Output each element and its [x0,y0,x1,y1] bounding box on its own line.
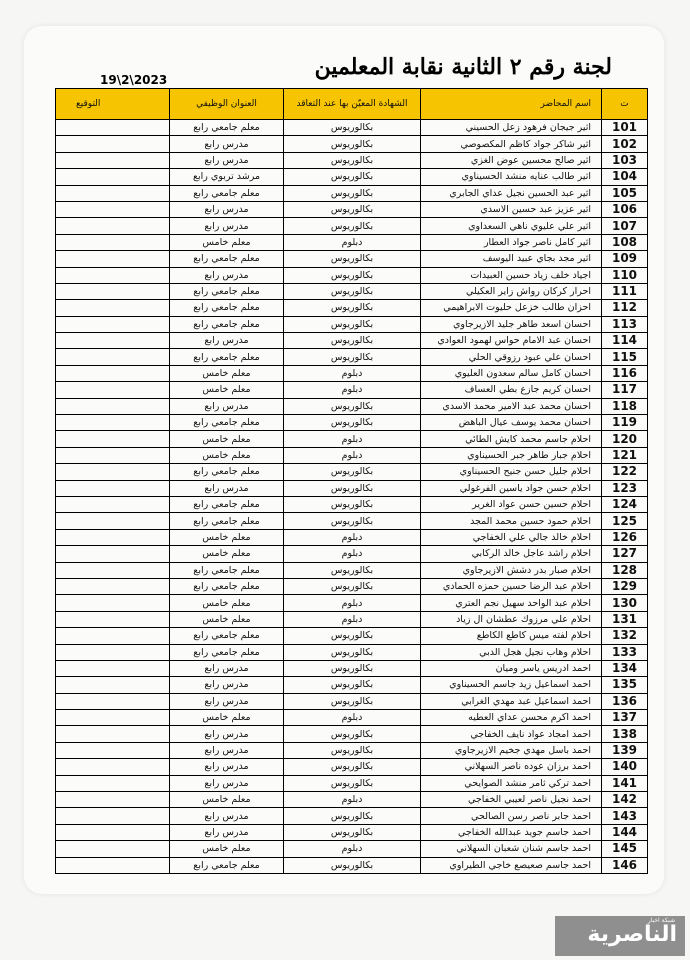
cell-name: احسان محمد عبد الامير محمد الاسدي [421,398,602,414]
table-row [56,595,648,611]
cell-job-title: معلم خامس [170,792,284,808]
table-row [56,136,648,152]
table-row [56,841,648,857]
cell-name: احلام حسين حسن عواد الغرير [421,496,602,512]
cell-signature [56,841,170,857]
cell-name: احلام لفته ميس كاطع الكاطع [421,628,602,644]
table-row [56,759,648,775]
cell-cert: بكالوريوس [284,693,421,709]
cell-job-title: مدرس رابع [170,693,284,709]
table-row [56,480,648,496]
cell-signature [56,398,170,414]
cell-num: 105 [602,185,648,201]
cell-signature [56,677,170,693]
cell-job-title: مدرس رابع [170,480,284,496]
cell-num: 113 [602,316,648,332]
cell-num: 117 [602,382,648,398]
cell-num: 104 [602,169,648,185]
table-row [56,300,648,316]
cell-num: 145 [602,841,648,857]
cell-signature [56,267,170,283]
table-row [56,234,648,250]
cell-signature [56,644,170,660]
cell-job-title: معلم خامس [170,447,284,463]
cell-num: 130 [602,595,648,611]
cell-signature [56,136,170,152]
cell-job-title: مدرس رابع [170,398,284,414]
header-num: ت [602,89,648,120]
cell-cert: بكالوريوس [284,300,421,316]
cell-signature [56,578,170,594]
cell-name: احسان اسعد طاهر جليد الازيرجاوي [421,316,602,332]
cell-cert: بكالوريوس [284,496,421,512]
cell-name: احسان محمد يوسف عيال الباهض [421,415,602,431]
cell-signature [56,742,170,758]
cell-num: 131 [602,611,648,627]
cell-cert: بكالوريوس [284,283,421,299]
watermark-text: الناصرية [587,922,677,947]
cell-job-title: مدرس رابع [170,824,284,840]
cell-num: 134 [602,660,648,676]
cell-signature [56,824,170,840]
cell-signature [56,169,170,185]
cell-num: 126 [602,529,648,545]
cell-num: 124 [602,496,648,512]
cell-signature [56,611,170,627]
cell-job-title: معلم خامس [170,546,284,562]
cell-name: احلام جاسم محمد كايش الطائي [421,431,602,447]
cell-name: احمد اسماعيل عبد مهدي الغرابي [421,693,602,709]
cell-name: احلام وهاب نجيل هجل الدبي [421,644,602,660]
table-row [56,546,648,562]
cell-cert: دبلوم [284,546,421,562]
cell-cert: دبلوم [284,234,421,250]
cell-job-title: مرشد تربوي رابع [170,169,284,185]
cell-cert: دبلوم [284,710,421,726]
cell-job-title: مدرس رابع [170,267,284,283]
cell-num: 106 [602,201,648,217]
table-row [56,415,648,431]
cell-name: احلام جبار طاهر جبر الحسيناوي [421,447,602,463]
cell-num: 128 [602,562,648,578]
cell-job-title: معلم جامعي رابع [170,464,284,480]
cell-signature [56,529,170,545]
cell-name: احمد نجيل ناصر لعيبي الخفاجي [421,792,602,808]
table-row [56,382,648,398]
header-cert: الشهادة المعيّن بها عند التعاقد [284,89,421,120]
cell-name: احمد ادريس ياسر وميان [421,660,602,676]
cell-num: 102 [602,136,648,152]
cell-job-title: معلم خامس [170,841,284,857]
cell-cert: بكالوريوس [284,677,421,693]
cell-signature [56,464,170,480]
cell-cert: دبلوم [284,611,421,627]
cell-signature [56,628,170,644]
table-row [56,251,648,267]
table-row [56,185,648,201]
cell-signature [56,316,170,332]
document-date: 19\2\2023 [100,73,168,87]
cell-signature [56,546,170,562]
cell-num: 135 [602,677,648,693]
cell-num: 132 [602,628,648,644]
cell-job-title: معلم جامعي رابع [170,644,284,660]
cell-cert: بكالوريوس [284,349,421,365]
table-row [56,365,648,381]
cell-signature [56,431,170,447]
cell-name: اثير مجد بجاي عبيد اليوسف [421,251,602,267]
cell-job-title: معلم جامعي رابع [170,628,284,644]
cell-signature [56,857,170,873]
cell-cert: بكالوريوس [284,333,421,349]
cell-cert: بكالوريوس [284,726,421,742]
cell-num: 107 [602,218,648,234]
cell-num: 112 [602,300,648,316]
table-row [56,529,648,545]
cell-job-title: معلم خامس [170,595,284,611]
cell-name: احسان كامل سالم سعدون العليوي [421,365,602,381]
cell-job-title: مدرس رابع [170,152,284,168]
cell-name: احمد جابر ناصر رسن الصالحي [421,808,602,824]
table-row [56,677,648,693]
table-row [56,775,648,791]
cell-job-title: مدرس رابع [170,660,284,676]
cell-signature [56,513,170,529]
cell-num: 129 [602,578,648,594]
cell-cert: بكالوريوس [284,316,421,332]
cell-num: 125 [602,513,648,529]
table-row [56,218,648,234]
cell-job-title: معلم خامس [170,234,284,250]
cell-job-title: معلم خامس [170,529,284,545]
cell-cert: بكالوريوس [284,808,421,824]
cell-signature [56,792,170,808]
cell-cert: بكالوريوس [284,398,421,414]
cell-num: 142 [602,792,648,808]
cell-cert: بكالوريوس [284,857,421,873]
cell-name: احمد جاسم شنان شعبان السهلاني [421,841,602,857]
cell-name: احمد امجاد عواد نايف الخفاجي [421,726,602,742]
cell-signature [56,283,170,299]
cell-name: احمد جاسم جويد عبدالله الخفاجي [421,824,602,840]
cell-num: 144 [602,824,648,840]
cell-cert: بكالوريوس [284,415,421,431]
cell-num: 114 [602,333,648,349]
table-row [56,726,648,742]
cell-job-title: مدرس رابع [170,677,284,693]
cell-cert: بكالوريوس [284,120,421,136]
cell-cert: بكالوريوس [284,185,421,201]
cell-signature [56,120,170,136]
cell-num: 111 [602,283,648,299]
cell-num: 122 [602,464,648,480]
document-title: لجنة رقم ٢ الثانية نقابة المعلمين [314,54,612,80]
table-row [56,316,648,332]
cell-name: احلام عبد الواحد سهيل نجم العتري [421,595,602,611]
cell-cert: بكالوريوس [284,644,421,660]
table-row [56,267,648,283]
table-row [56,349,648,365]
cell-job-title: معلم جامعي رابع [170,496,284,512]
cell-name: احلام صبار بدر دشش الازيرجاوي [421,562,602,578]
cell-job-title: معلم جامعي رابع [170,857,284,873]
cell-cert: دبلوم [284,431,421,447]
cell-name: احمد اكرم محسن عداي العطيه [421,710,602,726]
cell-job-title: مدرس رابع [170,136,284,152]
cell-signature [56,218,170,234]
cell-signature [56,660,170,676]
cell-cert: دبلوم [284,595,421,611]
table-body [56,120,648,874]
cell-name: اثير شاكر جواد كاظم المكصوصي [421,136,602,152]
table-row [56,333,648,349]
table-row [56,578,648,594]
cell-num: 120 [602,431,648,447]
cell-name: احسان عبد الامام حواس لهمود العوادي [421,333,602,349]
cell-name: احلام حسن جواد ياسين الفرغولي [421,480,602,496]
cell-num: 136 [602,693,648,709]
cell-name: احرار كركان رواش زاير العكيلي [421,283,602,299]
cell-signature [56,808,170,824]
table-row [56,857,648,873]
cell-job-title: مدرس رابع [170,759,284,775]
cell-name: احسان كريم جازع بطي العساف [421,382,602,398]
cell-cert: بكالوريوس [284,136,421,152]
cell-job-title: مدرس رابع [170,201,284,217]
cell-signature [56,300,170,316]
cell-cert: بكالوريوس [284,742,421,758]
cell-name: اثير عزيز عبد حسين الاسدي [421,201,602,217]
cell-job-title: معلم خامس [170,611,284,627]
cell-job-title: مدرس رابع [170,775,284,791]
table-row [56,152,648,168]
cell-num: 138 [602,726,648,742]
cell-job-title: معلم خامس [170,431,284,447]
cell-name: احمد باسل مهدي جخيم الازيرجاوي [421,742,602,758]
table-row [56,808,648,824]
watermark-small-text: شبكة اخبار [647,917,675,924]
teachers-table [55,88,648,874]
cell-signature [56,693,170,709]
cell-signature [56,365,170,381]
table-row [56,824,648,840]
table-header [56,89,648,120]
cell-name: احلام عبد الرضا حسين حمزه الحمادي [421,578,602,594]
cell-job-title: معلم جامعي رابع [170,316,284,332]
cell-cert: بكالوريوس [284,251,421,267]
cell-name: احمد برزان عوده ناصر السهلاني [421,759,602,775]
table-row [56,792,648,808]
cell-signature [56,710,170,726]
cell-job-title: معلم جامعي رابع [170,415,284,431]
cell-job-title: معلم جامعي رابع [170,578,284,594]
cell-job-title: مدرس رابع [170,808,284,824]
cell-job-title: معلم خامس [170,710,284,726]
cell-num: 123 [602,480,648,496]
table-row [56,742,648,758]
cell-signature [56,201,170,217]
cell-signature [56,185,170,201]
cell-cert: دبلوم [284,529,421,545]
cell-job-title: مدرس رابع [170,726,284,742]
table-row [56,201,648,217]
cell-signature [56,447,170,463]
table-row [56,447,648,463]
cell-job-title: معلم جامعي رابع [170,349,284,365]
cell-name: احلام خالد جالي علي الخفاجي [421,529,602,545]
cell-cert: بكالوريوس [284,824,421,840]
cell-num: 116 [602,365,648,381]
cell-name: احمد جاسم صعيصع خاجي الطيراوي [421,857,602,873]
table-row [56,431,648,447]
cell-signature [56,152,170,168]
table-row [56,283,648,299]
cell-cert: بكالوريوس [284,267,421,283]
table-row [56,611,648,627]
cell-cert: بكالوريوس [284,628,421,644]
cell-signature [56,251,170,267]
cell-cert: دبلوم [284,447,421,463]
cell-signature [56,775,170,791]
cell-num: 141 [602,775,648,791]
header-signature: التوقيع [56,89,170,120]
cell-cert: بكالوريوس [284,759,421,775]
watermark-logo [555,916,685,956]
table-row [56,513,648,529]
table-row [56,464,648,480]
cell-job-title: معلم جامعي رابع [170,513,284,529]
cell-job-title: معلم جامعي رابع [170,120,284,136]
cell-name: اثير عبد الحسين نجيل عداي الجابري [421,185,602,201]
cell-cert: دبلوم [284,382,421,398]
cell-cert: دبلوم [284,841,421,857]
cell-job-title: معلم جامعي رابع [170,185,284,201]
cell-name: اثير جيجان فرهود زعل الحسيني [421,120,602,136]
header-name: اسم المحاضر [421,89,602,120]
cell-job-title: معلم خامس [170,382,284,398]
cell-cert: بكالوريوس [284,480,421,496]
cell-name: اثير صالح محسين عوض الغزي [421,152,602,168]
cell-cert: بكالوريوس [284,169,421,185]
cell-num: 133 [602,644,648,660]
cell-cert: دبلوم [284,365,421,381]
cell-num: 119 [602,415,648,431]
cell-cert: بكالوريوس [284,562,421,578]
cell-signature [56,595,170,611]
cell-cert: بكالوريوس [284,201,421,217]
cell-signature [56,480,170,496]
cell-name: احزان طالب خزعل حليوت الابراهيمي [421,300,602,316]
cell-cert: بكالوريوس [284,578,421,594]
cell-num: 101 [602,120,648,136]
cell-signature [56,234,170,250]
cell-num: 108 [602,234,648,250]
cell-cert: بكالوريوس [284,513,421,529]
table-row [56,120,648,136]
cell-num: 140 [602,759,648,775]
cell-name: احلام راشد عاجل خالد الركابي [421,546,602,562]
table-row [56,693,648,709]
cell-name: احلام علي مرزوك عطشان ال زياد [421,611,602,627]
table-row [56,628,648,644]
cell-cert: دبلوم [284,792,421,808]
cell-name: احلام حمود حسين محمد المجد [421,513,602,529]
cell-num: 109 [602,251,648,267]
cell-signature [56,759,170,775]
table-row [56,644,648,660]
cell-signature [56,333,170,349]
cell-num: 103 [602,152,648,168]
cell-num: 146 [602,857,648,873]
cell-name: اثير كامل ناصر جواد العطار [421,234,602,250]
cell-job-title: معلم خامس [170,365,284,381]
cell-cert: بكالوريوس [284,775,421,791]
cell-job-title: معلم جامعي رابع [170,283,284,299]
cell-num: 137 [602,710,648,726]
cell-num: 143 [602,808,648,824]
table-row [56,562,648,578]
cell-signature [56,349,170,365]
cell-signature [56,415,170,431]
cell-signature [56,382,170,398]
cell-signature [56,726,170,742]
cell-cert: بكالوريوس [284,464,421,480]
cell-num: 139 [602,742,648,758]
cell-cert: بكالوريوس [284,152,421,168]
cell-num: 110 [602,267,648,283]
cell-signature [56,562,170,578]
cell-num: 118 [602,398,648,414]
header-job-title: العنوان الوظيفي [170,89,284,120]
cell-name: اجياد خلف زياد حسين العبيدات [421,267,602,283]
cell-job-title: معلم جامعي رابع [170,251,284,267]
cell-cert: بكالوريوس [284,660,421,676]
cell-job-title: مدرس رابع [170,333,284,349]
cell-num: 121 [602,447,648,463]
table-row [56,660,648,676]
cell-name: احمد اسماعيل زيد جاسم الحسيناوي [421,677,602,693]
table-row [56,496,648,512]
cell-name: اثير طالب عنايه منشد الحسيناوي [421,169,602,185]
table-row [56,710,648,726]
cell-cert: بكالوريوس [284,218,421,234]
cell-name: احمد تركي ثامر منشد الصوايحي [421,775,602,791]
cell-job-title: معلم جامعي رابع [170,300,284,316]
cell-num: 115 [602,349,648,365]
cell-name: احلام جليل حسن جنيح الحسيناوي [421,464,602,480]
cell-num: 127 [602,546,648,562]
cell-job-title: مدرس رابع [170,218,284,234]
cell-name: اثير علي عليوي ناهي السعداوي [421,218,602,234]
table-row [56,398,648,414]
cell-job-title: معلم جامعي رابع [170,562,284,578]
cell-signature [56,496,170,512]
cell-job-title: مدرس رابع [170,742,284,758]
cell-name: احسان علي عبود رزوقي الحلي [421,349,602,365]
table-row [56,169,648,185]
